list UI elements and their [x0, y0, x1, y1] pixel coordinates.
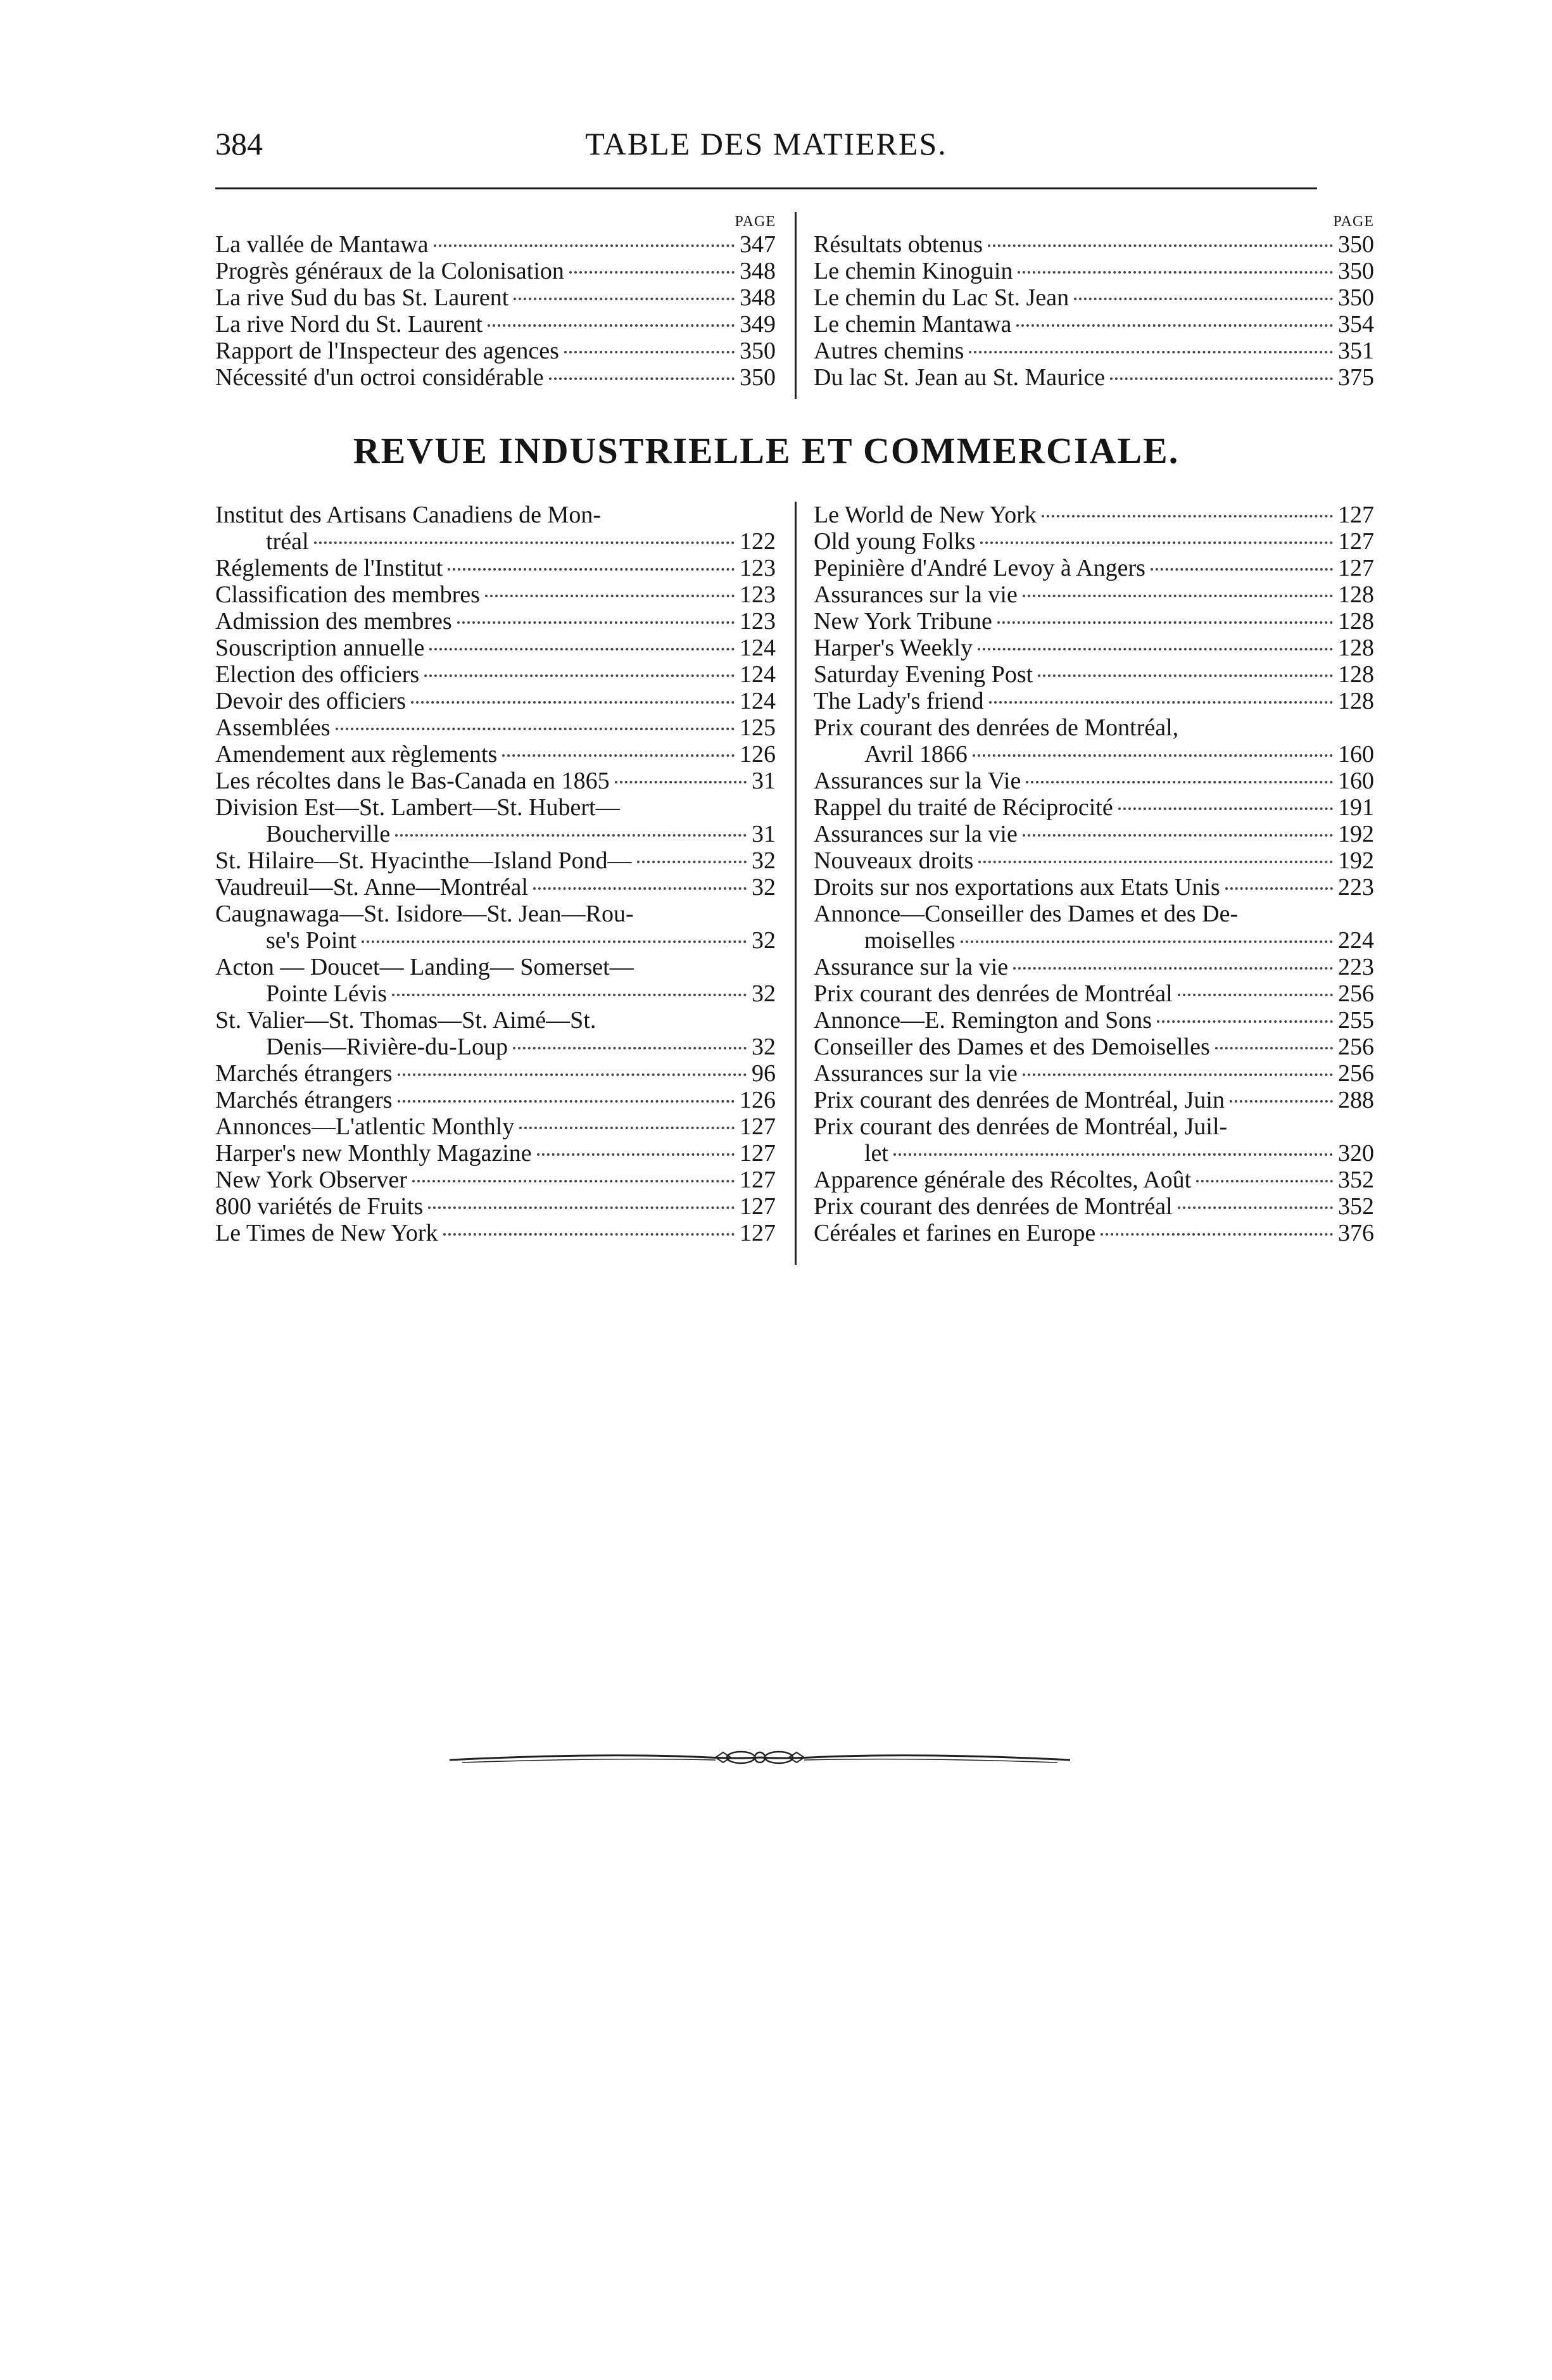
dot-leader: [569, 271, 735, 274]
dot-leader: [1042, 515, 1333, 517]
toc-entry-page: 224: [1338, 927, 1374, 954]
toc-entry-page: 192: [1338, 821, 1374, 847]
toc-entry: [814, 821, 1374, 847]
dot-leader: [978, 648, 1333, 650]
dot-leader: [1026, 781, 1333, 783]
toc-column-left: [215, 502, 776, 1246]
toc-entry-page: 347: [740, 231, 776, 258]
toc-entry: [814, 1193, 1374, 1220]
toc-entry-text: St. Valier—St. Thomas—St. Aimé—St.: [215, 1007, 596, 1034]
toc-entry: [814, 688, 1374, 714]
header-rule: [215, 187, 1317, 189]
toc-entry-page: 127: [1338, 502, 1374, 528]
toc-entry-title: Réglements de l'Institut: [215, 555, 443, 581]
toc-entry: [215, 688, 776, 714]
toc-entry-page: 128: [1338, 635, 1374, 661]
toc-entry-title: Avril 1866: [864, 741, 968, 768]
dot-leader: [973, 754, 1333, 757]
toc-entry-title: St. Hilaire—St. Hyacinthe—Island Pond—: [215, 847, 632, 874]
toc-entry: [814, 284, 1374, 311]
dot-leader: [988, 244, 1333, 247]
toc-entry: [215, 231, 776, 258]
toc-entry-page: 123: [740, 581, 776, 608]
toc-entry-title: New York Observer: [215, 1167, 407, 1193]
toc-entry: [814, 980, 1374, 1007]
dot-leader: [429, 648, 735, 650]
toc-entry-page: 350: [740, 364, 776, 391]
toc-entry-page: 123: [740, 555, 776, 581]
toc-entry: [215, 741, 776, 768]
dot-leader: [1074, 298, 1333, 300]
toc-entry-title: Le chemin Kinoguin: [814, 258, 1013, 284]
toc-entry: [215, 927, 776, 954]
column-divider: [795, 502, 797, 1265]
dot-leader: [362, 940, 747, 943]
toc-entry: [814, 1087, 1374, 1113]
toc-entry-title: Progrès généraux de la Colonisation: [215, 258, 564, 284]
toc-entry-title: tréal: [266, 528, 309, 555]
toc-entry: [814, 874, 1374, 901]
toc-entry-page: 127: [740, 1220, 776, 1246]
toc-entry-title: moiselles: [864, 927, 956, 954]
page-header: [215, 122, 1317, 166]
dot-leader: [314, 541, 735, 544]
toc-entry-page: 122: [740, 528, 776, 555]
dot-leader: [1196, 1180, 1333, 1182]
toc-entry: [814, 927, 1374, 954]
toc-entry-page: 350: [1338, 231, 1374, 258]
dot-leader: [336, 728, 735, 730]
toc-entry-page: 223: [1338, 954, 1374, 980]
toc-entry-title: Annonce—E. Remington and Sons: [814, 1007, 1152, 1034]
toc-entry: [215, 258, 776, 284]
toc-entry-text: Caugnawaga—St. Isidore—St. Jean—Rou-: [215, 901, 634, 927]
toc-entry-title: Rappel du traité de Réciprocité: [814, 794, 1113, 821]
column-divider: [795, 212, 797, 399]
toc-entry-title: Souscription annuelle: [215, 635, 425, 661]
toc-entry-title: Autres chemins: [814, 338, 964, 364]
toc-entry-title: Admission des membres: [215, 608, 452, 635]
dot-leader: [1225, 887, 1333, 890]
toc-entry-page: 348: [740, 258, 776, 284]
toc-column-right: [814, 502, 1374, 1246]
page-column-label: PAGE: [735, 213, 776, 230]
toc-entry: [215, 1087, 776, 1113]
toc-entry-title: Assurances sur la vie: [814, 581, 1018, 608]
toc-entry: [215, 980, 776, 1007]
toc-entry-page: 255: [1338, 1007, 1374, 1034]
toc-entry-page: 352: [1338, 1193, 1374, 1220]
dot-leader: [488, 324, 735, 327]
toc-entry-page: 124: [740, 635, 776, 661]
ornament-divider: [443, 1738, 1076, 1776]
toc-entry-page: 32: [752, 927, 776, 954]
dot-leader: [411, 701, 735, 704]
toc-entry: [215, 555, 776, 581]
dot-leader: [395, 834, 747, 837]
toc-entry: [814, 528, 1374, 555]
toc-entry: [215, 847, 776, 874]
toc-entry-title: La rive Sud du bas St. Laurent: [215, 284, 509, 311]
toc-entry-title: Assurance sur la vie: [814, 954, 1009, 980]
dot-leader: [513, 1047, 747, 1049]
toc-entry: [215, 1193, 776, 1220]
toc-entry-title: Les récoltes dans le Bas-Canada en 1865: [215, 768, 610, 794]
toc-entry-title: The Lady's friend: [814, 688, 984, 714]
toc-entry: [215, 608, 776, 635]
toc-entry-title: New York Tribune: [814, 608, 992, 635]
toc-entry: [814, 502, 1374, 528]
toc-entry: [814, 1007, 1374, 1034]
toc-entry-title: Apparence générale des Récoltes, Août: [814, 1167, 1192, 1193]
toc-entry-page: 288: [1338, 1087, 1374, 1113]
toc-entry: [215, 768, 776, 794]
toc-entry-page: 128: [1338, 581, 1374, 608]
dot-leader: [564, 351, 735, 353]
toc-entry: [814, 338, 1374, 364]
toc-entry: [814, 1167, 1374, 1193]
toc-entry: [814, 364, 1374, 391]
dot-leader: [457, 621, 735, 624]
dot-leader: [1023, 1073, 1333, 1076]
toc-entry: [814, 1060, 1374, 1087]
toc-entry: [215, 364, 776, 391]
dot-leader: [1016, 324, 1333, 327]
toc-entry-title: Assurances sur la vie: [814, 821, 1018, 847]
toc-entry: [814, 555, 1374, 581]
toc-entry-page: 320: [1338, 1140, 1374, 1167]
toc-entry: [814, 954, 1374, 980]
toc-entry-title: Pepinière d'André Levoy à Angers: [814, 555, 1145, 581]
toc-entry: [814, 608, 1374, 635]
toc-entry-title: Classification des membres: [215, 581, 480, 608]
toc-section-revue: [215, 502, 1374, 1274]
toc-entry-page: 124: [740, 661, 776, 688]
dot-leader: [1151, 568, 1333, 571]
toc-entry-page: 32: [752, 1034, 776, 1060]
toc-entry-page: 32: [752, 980, 776, 1007]
toc-entry: [215, 661, 776, 688]
dot-leader: [615, 781, 747, 783]
dot-leader: [398, 1100, 735, 1103]
toc-entry-title: Devoir des officiers: [215, 688, 407, 714]
toc-entry-page: 32: [752, 847, 776, 874]
toc-entry-title: Rapport de l'Inspecteur des agences: [215, 338, 559, 364]
toc-entry-page: 127: [740, 1167, 776, 1193]
toc-entry-text: Acton — Doucet— Landing— Somerset—: [215, 954, 634, 980]
toc-entry: [814, 1220, 1374, 1246]
toc-entry: [215, 874, 776, 901]
toc-entry-title: Amendement aux règlements: [215, 741, 498, 768]
dot-leader: [1215, 1047, 1333, 1049]
toc-entry-title: Annonces—L'atlentic Monthly: [215, 1113, 515, 1140]
toc-entry: [814, 258, 1374, 284]
toc-entry-page: 350: [1338, 258, 1374, 284]
toc-entry-title: Harper's new Monthly Magazine: [215, 1140, 532, 1167]
toc-entry-title: Marchés étrangers: [215, 1087, 393, 1113]
toc-entry-page: 352: [1338, 1167, 1374, 1193]
toc-entry: [814, 661, 1374, 688]
page-number: 384: [215, 126, 263, 161]
toc-entry: [814, 581, 1374, 608]
dot-leader: [969, 351, 1333, 353]
toc-entry-page: 160: [1338, 741, 1374, 768]
page-column-label: PAGE: [1333, 213, 1374, 230]
toc-column-right: [814, 212, 1374, 391]
toc-entry-title: Le World de New York: [814, 502, 1037, 528]
dot-leader: [533, 887, 747, 890]
toc-entry: [215, 311, 776, 338]
toc-entry-title: Marchés étrangers: [215, 1060, 393, 1087]
toc-entry-page: 127: [740, 1193, 776, 1220]
toc-entry-page: 126: [740, 741, 776, 768]
dot-leader: [519, 1127, 735, 1129]
dot-leader: [1178, 994, 1333, 996]
toc-entry-title: Céréales et farines en Europe: [814, 1220, 1096, 1246]
toc-entry-title: Le chemin du Lac St. Jean: [814, 284, 1069, 311]
toc-entry-page: 128: [1338, 661, 1374, 688]
toc-entry-page: 256: [1338, 1060, 1374, 1087]
toc-entry-title: Harper's Weekly: [814, 635, 973, 661]
dot-leader: [443, 1233, 735, 1236]
toc-entry-title: Le chemin Mantawa: [814, 311, 1012, 338]
toc-entry-page: 376: [1338, 1220, 1374, 1246]
toc-entry: [215, 1140, 776, 1167]
toc-entry-text: Annonce—Conseiller des Dames et des De-: [814, 901, 1239, 927]
toc-entry: [215, 284, 776, 311]
toc-entry: [215, 821, 776, 847]
dot-leader: [537, 1153, 735, 1156]
toc-entry: [215, 714, 776, 741]
dot-leader: [502, 754, 735, 757]
toc-entry-page: 96: [752, 1060, 776, 1087]
toc-entry: [215, 1034, 776, 1060]
toc-entry-title: Vaudreuil—St. Anne—Montréal: [215, 874, 528, 901]
toc-entry-title: Denis—Rivière-du-Loup: [266, 1034, 508, 1060]
dot-leader: [1157, 1020, 1333, 1023]
toc-entry-title: Boucherville: [266, 821, 391, 847]
toc-entry-page: 31: [752, 768, 776, 794]
toc-entry-title: Prix courant des denrées de Montréal: [814, 1193, 1173, 1220]
dot-leader: [412, 1180, 735, 1182]
dot-leader: [1013, 967, 1333, 970]
section-heading: REVUE INDUSTRIELLE ET COMMERCIALE.: [353, 430, 1180, 471]
toc-entry: [814, 768, 1374, 794]
dot-leader: [434, 244, 735, 247]
toc-entry-title: Assurances sur la Vie: [814, 768, 1021, 794]
toc-entry-page: 128: [1338, 608, 1374, 635]
dot-leader: [893, 1153, 1333, 1156]
toc-entry: [215, 1113, 776, 1140]
toc-entry-page: 349: [740, 311, 776, 338]
toc-entry-title: 800 variétés de Fruits: [215, 1193, 424, 1220]
toc-entry: [215, 1167, 776, 1193]
dot-leader: [1023, 595, 1333, 597]
toc-entry: [215, 581, 776, 608]
toc-section-colonisation: [215, 212, 1374, 399]
running-title: TABLE DES MATIERES.: [585, 126, 947, 161]
toc-entry: [215, 528, 776, 555]
toc-entry-page: 223: [1338, 874, 1374, 901]
dot-leader: [514, 298, 735, 300]
toc-entry-page: 127: [1338, 528, 1374, 555]
toc-entry-title: Old young Folks: [814, 528, 976, 555]
toc-entry: [814, 794, 1374, 821]
dot-leader: [1038, 674, 1333, 677]
dot-leader: [980, 541, 1333, 544]
dot-leader: [1018, 271, 1333, 274]
toc-entry: [814, 231, 1374, 258]
toc-entry-page: 350: [740, 338, 776, 364]
toc-entry: [814, 311, 1374, 338]
dot-leader: [428, 1206, 735, 1209]
toc-entry-page: 31: [752, 821, 776, 847]
dot-leader: [1118, 807, 1333, 810]
toc-entry-title: Prix courant des denrées de Montréal: [814, 980, 1173, 1007]
toc-entry-title: Conseiller des Dames et des Demoiselles: [814, 1034, 1210, 1060]
dot-leader: [637, 861, 747, 863]
dot-leader: [997, 621, 1333, 624]
dot-leader: [989, 701, 1333, 704]
dot-leader: [392, 994, 747, 996]
toc-entry-page: 192: [1338, 847, 1374, 874]
toc-entry: [814, 741, 1374, 768]
toc-entry-text: Division Est—St. Lambert—St. Hubert—: [215, 794, 620, 821]
dot-leader: [424, 674, 735, 677]
dot-leader: [398, 1073, 747, 1076]
toc-entry-page: 127: [740, 1140, 776, 1167]
toc-entry-title: La rive Nord du St. Laurent: [215, 311, 483, 338]
toc-entry-page: 351: [1338, 338, 1374, 364]
toc-entry-title: Du lac St. Jean au St. Maurice: [814, 364, 1106, 391]
dot-leader: [1023, 834, 1333, 837]
toc-entry: [814, 1140, 1374, 1167]
toc-entry-page: 375: [1338, 364, 1374, 391]
toc-entry-title: Assemblées: [215, 714, 331, 741]
toc-entry-title: Nécessité d'un octroi considérable: [215, 364, 544, 391]
toc-entry: [814, 1034, 1374, 1060]
toc-entry-title: Pointe Lévis: [266, 980, 388, 1007]
toc-entry-page: 348: [740, 284, 776, 311]
toc-entry-page: 124: [740, 688, 776, 714]
toc-entry: [215, 338, 776, 364]
toc-entry-page: 160: [1338, 768, 1374, 794]
toc-entry-title: Nouveaux droits: [814, 847, 974, 874]
toc-entry-page: 128: [1338, 688, 1374, 714]
toc-entry-page: 256: [1338, 1034, 1374, 1060]
toc-entry: [215, 1060, 776, 1087]
toc-entry-text: Prix courant des denrées de Montréal, Juil-: [814, 1113, 1228, 1140]
toc-entry-title: Prix courant des denrées de Montréal, Juin: [814, 1087, 1225, 1113]
dot-leader: [1110, 377, 1333, 380]
dot-leader: [448, 568, 735, 571]
dot-leader: [961, 940, 1333, 943]
toc-entry-page: 127: [1338, 555, 1374, 581]
toc-column-left: [215, 212, 776, 391]
toc-entry-text: Prix courant des denrées de Montréal,: [814, 714, 1179, 741]
toc-entry-page: 191: [1338, 794, 1374, 821]
dot-leader: [485, 595, 735, 597]
toc-entry-page: 126: [740, 1087, 776, 1113]
toc-entry-page: 127: [740, 1113, 776, 1140]
dot-leader: [1230, 1100, 1333, 1103]
dot-leader: [549, 377, 735, 380]
toc-entry-page: 350: [1338, 284, 1374, 311]
toc-entry-title: Assurances sur la vie: [814, 1060, 1018, 1087]
toc-entry-text: Institut des Artisans Canadiens de Mon-: [215, 502, 601, 528]
toc-entry: [814, 847, 1374, 874]
toc-entry: [215, 1220, 776, 1246]
toc-entry: [215, 635, 776, 661]
toc-entry-title: Saturday Evening Post: [814, 661, 1033, 688]
toc-entry: [814, 635, 1374, 661]
toc-entry-page: 123: [740, 608, 776, 635]
toc-entry-page: 32: [752, 874, 776, 901]
toc-entry-page: 256: [1338, 980, 1374, 1007]
toc-entry-page: 125: [740, 714, 776, 741]
toc-entry-title: Le Times de New York: [215, 1220, 438, 1246]
dot-leader: [1178, 1206, 1333, 1209]
dot-leader: [1101, 1233, 1333, 1236]
toc-entry-title: let: [864, 1140, 888, 1167]
toc-entry-page: 354: [1338, 311, 1374, 338]
toc-entry-title: Election des officiers: [215, 661, 420, 688]
toc-entry-title: se's Point: [266, 927, 357, 954]
toc-entry-title: La vallée de Mantawa: [215, 231, 429, 258]
dot-leader: [978, 861, 1333, 863]
toc-entry-title: Résultats obtenus: [814, 231, 983, 258]
toc-entry-title: Droits sur nos exportations aux Etats Unis: [814, 874, 1220, 901]
